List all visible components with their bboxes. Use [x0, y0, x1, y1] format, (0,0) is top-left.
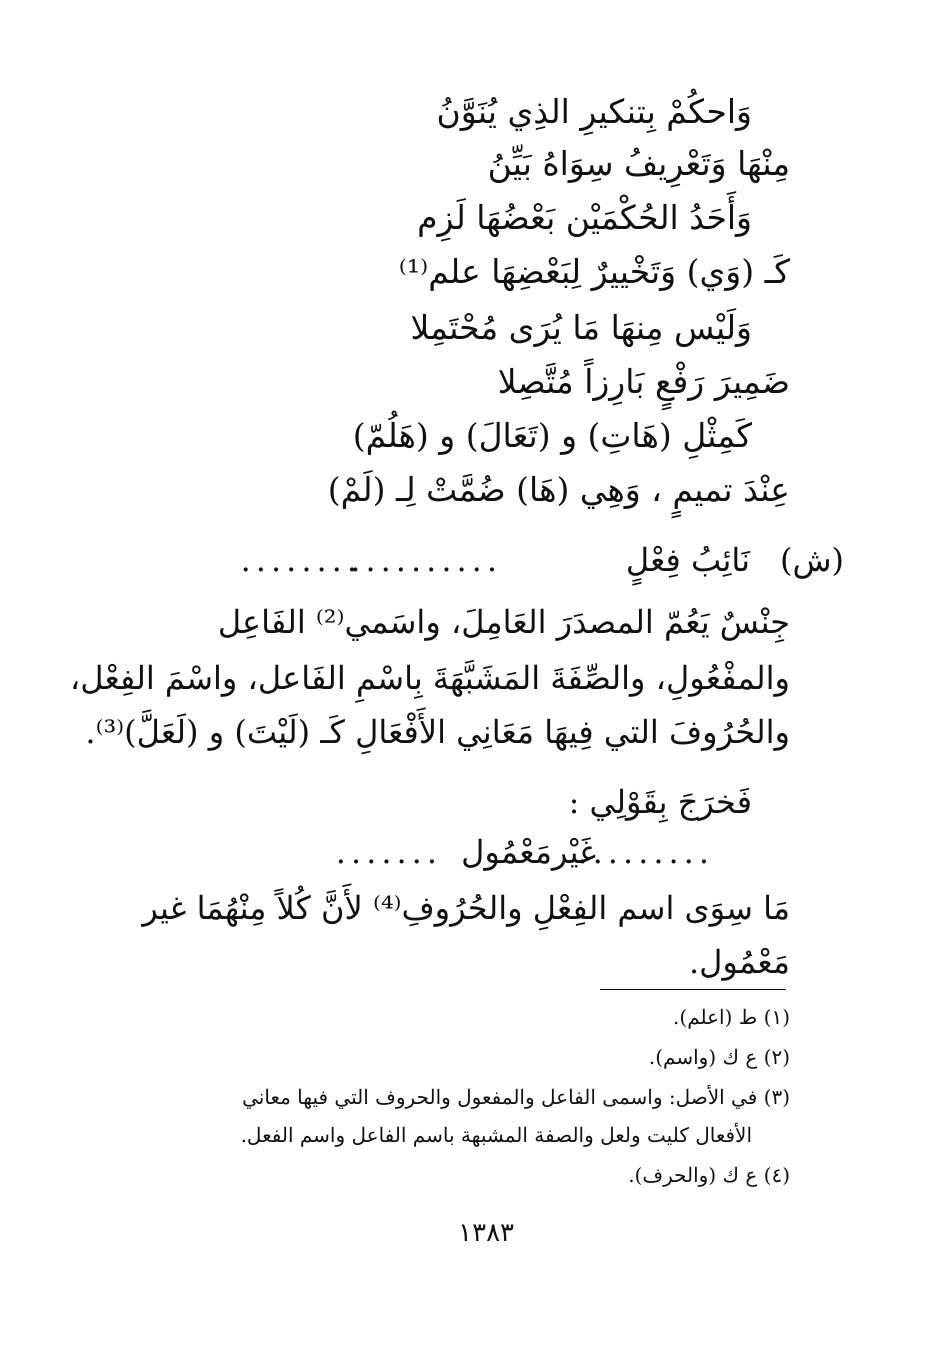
- paragraph1-line-1: جِنْسٌ يَعُمّ المصدَرَ العَامِلَ، واسَمي⁽²⁾ الفَاعِل: [217, 603, 790, 641]
- verse-line-4: كَـ (وَي) وَتَخْييرٌ لِبَعْضِهَا علم⁽¹⁾: [398, 252, 790, 291]
- verse-line-2: مِنْهَا وَتَعْرِيفُ سِوَاهُ بَيِّنُ: [487, 144, 790, 183]
- page-number: ١٣٨٣: [458, 1218, 514, 1248]
- verse-line-3: وَأَحَدُ الحُكْمَيْن بَعْضُهَا لَزِم: [417, 198, 752, 237]
- verse-line-6: ضَمِيرَ رَفْعٍ بَارِزاً مُتَّصِلا: [497, 362, 790, 401]
- paragraph1-line-3: والحُرُوفَ التي فِيهَا مَعَانِي الأَفْعَالِ كَـ (لَيْتَ) و (لَعَلَّ)⁽³⁾.: [85, 713, 790, 751]
- verse-line-5: وَلَيْس مِنهَا مَا يُرَى مُحْتَمِلا: [410, 308, 752, 347]
- quote-word: غَيْرمَعْمُول: [461, 833, 596, 871]
- paragraph2-line-2: مَعْمُول.: [688, 943, 790, 981]
- quote-dots-b: .......: [335, 833, 442, 871]
- footnote-2: (٢) ع ك (واسم).: [648, 1045, 790, 1069]
- verse-line-7: كَمِثْلِ (هَاتِ) و (تَعَالَ) و (هَلُمّ): [352, 416, 752, 455]
- paragraph2-intro: فَخرَجَ بِقَوْلِي :: [568, 783, 752, 821]
- footnote-3-continued: الأفعال كليت ولعل والصفة المشبهة باسم الفاعل واسم الفعل.: [240, 1123, 752, 1147]
- footnote-separator: [600, 989, 786, 990]
- paragraph1-line-2: والمفْعُولِ، والصِّفَةَ المَشَبَّهَةَ بِاسْمِ الفَاعل، واسْمَ الفِعْل،: [69, 659, 790, 697]
- footnote-1: (١) ط (اعلم).: [673, 1005, 790, 1029]
- verse-line-1: وَاحكُمْ بِتنكيرِ الذِي يُنَوَّنُ: [436, 92, 752, 131]
- section-marker: (ش): [779, 541, 844, 579]
- quote-dots-a: .........: [577, 833, 714, 871]
- footnote-3: (٣) في الأصل: واسمى الفاعل والمفعول والحروف التي فيها معاني: [242, 1085, 790, 1109]
- section-heading: نَائِبُ فِعْلٍ: [625, 541, 750, 579]
- heading-dots-a: ..........: [350, 541, 502, 579]
- paragraph2-line-1: مَا سِوَى اسم الفِعْلِ والحُرُوفِ⁽⁴⁾ لأَنَّ كُلاً مِنْهُمَا غير: [142, 889, 790, 927]
- heading-dots-b: ........: [240, 541, 362, 579]
- verse-line-8: عِنْدَ تميمٍ ، وَهِي (هَا) ضُمَّتْ لِـ (لَمْ): [327, 470, 790, 509]
- footnote-4: (٤) ع ك (والحرف).: [628, 1163, 790, 1187]
